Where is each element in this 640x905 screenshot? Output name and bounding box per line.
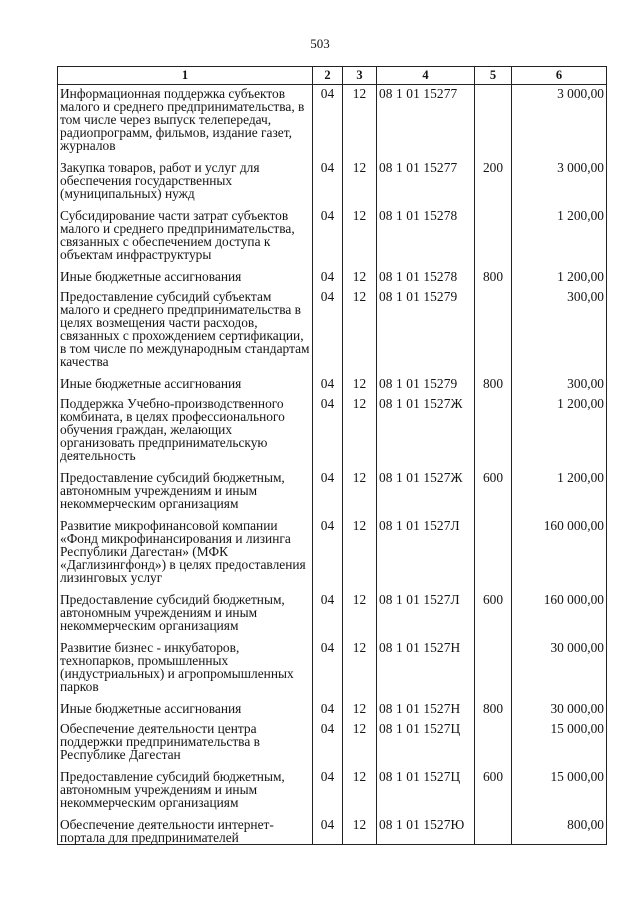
target-article-code: 08 1 01 1527Ю: [377, 816, 475, 845]
table-row: [58, 85, 607, 160]
table-row: [58, 639, 607, 700]
column-header: 2: [313, 67, 343, 85]
target-article-code: 08 1 01 15278: [377, 207, 475, 268]
row-description: Обеспечение деятельности центра поддержки предпринимательства в Республике Дагестан: [58, 720, 313, 768]
target-article-code: 08 1 01 1527Ц: [377, 768, 475, 816]
subsection-code: 12: [343, 268, 377, 288]
column-header: 3: [343, 67, 377, 85]
amount: 1 200,00: [512, 469, 607, 517]
target-article-code: 08 1 01 1527Л: [377, 517, 475, 591]
subsection-code: 12: [343, 639, 377, 700]
expense-type-code: [475, 639, 512, 700]
row-description: Поддержка Учебно-производственного комбината, в целях профессионального обучения граждан, желающих организовать предпринимательскую деятельность: [58, 395, 313, 469]
subsection-code: 12: [343, 700, 377, 720]
amount: 30 000,00: [512, 639, 607, 700]
subsection-code: 12: [343, 469, 377, 517]
row-description: Предоставление субсидий бюджетным, автономным учреждениям и иным некоммерческим организациям: [58, 469, 313, 517]
table-row: [58, 720, 607, 768]
subsection-code: 12: [343, 517, 377, 591]
subsection-code: 12: [343, 768, 377, 816]
section-code: 04: [313, 268, 343, 288]
budget-table: [57, 66, 607, 845]
expense-type-code: [475, 85, 512, 160]
expense-type-code: [475, 207, 512, 268]
table-header-row: [58, 67, 607, 85]
subsection-code: 12: [343, 375, 377, 395]
table-row: [58, 268, 607, 288]
target-article-code: 08 1 01 1527Н: [377, 639, 475, 700]
section-code: 04: [313, 591, 343, 639]
amount: 30 000,00: [512, 700, 607, 720]
expense-type-code: [475, 288, 512, 375]
column-header: 5: [475, 67, 512, 85]
table-row: [58, 768, 607, 816]
subsection-code: 12: [343, 720, 377, 768]
section-code: 04: [313, 768, 343, 816]
subsection-code: 12: [343, 85, 377, 160]
section-code: 04: [313, 720, 343, 768]
section-code: 04: [313, 207, 343, 268]
section-code: 04: [313, 85, 343, 160]
section-code: 04: [313, 469, 343, 517]
expense-type-code: [475, 720, 512, 768]
table-row: [58, 517, 607, 591]
row-description: Иные бюджетные ассигнования: [58, 375, 313, 395]
row-description: Развитие микрофинансовой компании «Фонд микрофинансирования и лизинга Республики Дагестан» (МФК «Даглизингфонд») в целях предоставления лизинговых услуг: [58, 517, 313, 591]
row-description: Предоставление субсидий субъектам малого и среднего предпринимательства в целях возмещения части расходов, связанных с прохождением сертификации, в том числе по международным стандартам качества: [58, 288, 313, 375]
expense-type-code: [475, 517, 512, 591]
expense-type-code: 800: [475, 375, 512, 395]
row-description: Развитие бизнес - инкубаторов, технопарков, промышленных (индустриальных) и агропромышленных парков: [58, 639, 313, 700]
table-row: [58, 159, 607, 207]
table-row: [58, 375, 607, 395]
subsection-code: 12: [343, 288, 377, 375]
amount: 160 000,00: [512, 591, 607, 639]
column-header: 1: [58, 67, 313, 85]
section-code: 04: [313, 375, 343, 395]
amount: 1 200,00: [512, 395, 607, 469]
target-article-code: 08 1 01 15279: [377, 288, 475, 375]
amount: 15 000,00: [512, 720, 607, 768]
table-row: [58, 816, 607, 845]
target-article-code: 08 1 01 15278: [377, 268, 475, 288]
section-code: 04: [313, 288, 343, 375]
column-header: 6: [512, 67, 607, 85]
amount: 15 000,00: [512, 768, 607, 816]
amount: 300,00: [512, 375, 607, 395]
table-row: [58, 591, 607, 639]
amount: 160 000,00: [512, 517, 607, 591]
table-row: [58, 207, 607, 268]
row-description: Субсидирование части затрат субъектов малого и среднего предпринимательства, связанных с обеспечением доступа к объектам инфраструктуры: [58, 207, 313, 268]
amount: 800,00: [512, 816, 607, 845]
subsection-code: 12: [343, 395, 377, 469]
row-description: Закупка товаров, работ и услуг для обеспечения государственных (муниципальных) нужд: [58, 159, 313, 207]
subsection-code: 12: [343, 816, 377, 845]
subsection-code: 12: [343, 159, 377, 207]
row-description: Предоставление субсидий бюджетным, автономным учреждениям и иным некоммерческим организациям: [58, 591, 313, 639]
expense-type-code: 600: [475, 469, 512, 517]
expense-type-code: [475, 395, 512, 469]
table-row: [58, 700, 607, 720]
section-code: 04: [313, 517, 343, 591]
amount: 3 000,00: [512, 85, 607, 160]
section-code: 04: [313, 395, 343, 469]
expense-type-code: [475, 816, 512, 845]
target-article-code: 08 1 01 1527Л: [377, 591, 475, 639]
target-article-code: 08 1 01 1527Ц: [377, 720, 475, 768]
amount: 3 000,00: [512, 159, 607, 207]
expense-type-code: 200: [475, 159, 512, 207]
column-header: 4: [377, 67, 475, 85]
table-row: [58, 469, 607, 517]
section-code: 04: [313, 159, 343, 207]
expense-type-code: 600: [475, 768, 512, 816]
target-article-code: 08 1 01 15277: [377, 159, 475, 207]
amount: 1 200,00: [512, 207, 607, 268]
expense-type-code: 800: [475, 268, 512, 288]
subsection-code: 12: [343, 207, 377, 268]
amount: 300,00: [512, 288, 607, 375]
subsection-code: 12: [343, 591, 377, 639]
row-description: Обеспечение деятельности интернет-портала для предпринимателей: [58, 816, 313, 845]
amount: 1 200,00: [512, 268, 607, 288]
row-description: Предоставление субсидий бюджетным, автономным учреждениям и иным некоммерческим организациям: [58, 768, 313, 816]
table-row: [58, 288, 607, 375]
target-article-code: 08 1 01 15279: [377, 375, 475, 395]
target-article-code: 08 1 01 1527Ж: [377, 395, 475, 469]
row-description: Иные бюджетные ассигнования: [58, 268, 313, 288]
target-article-code: 08 1 01 1527Н: [377, 700, 475, 720]
target-article-code: 08 1 01 15277: [377, 85, 475, 160]
expense-type-code: 600: [475, 591, 512, 639]
page-number: 503: [310, 36, 330, 51]
section-code: 04: [313, 700, 343, 720]
table-row: [58, 395, 607, 469]
section-code: 04: [313, 816, 343, 845]
target-article-code: 08 1 01 1527Ж: [377, 469, 475, 517]
expense-type-code: 800: [475, 700, 512, 720]
row-description: Иные бюджетные ассигнования: [58, 700, 313, 720]
row-description: Информационная поддержка субъектов малого и среднего предпринимательства, в том числе через выпуск телепередач, радиопрограмм, фильмов, издание газет, журналов: [58, 85, 313, 160]
section-code: 04: [313, 639, 343, 700]
